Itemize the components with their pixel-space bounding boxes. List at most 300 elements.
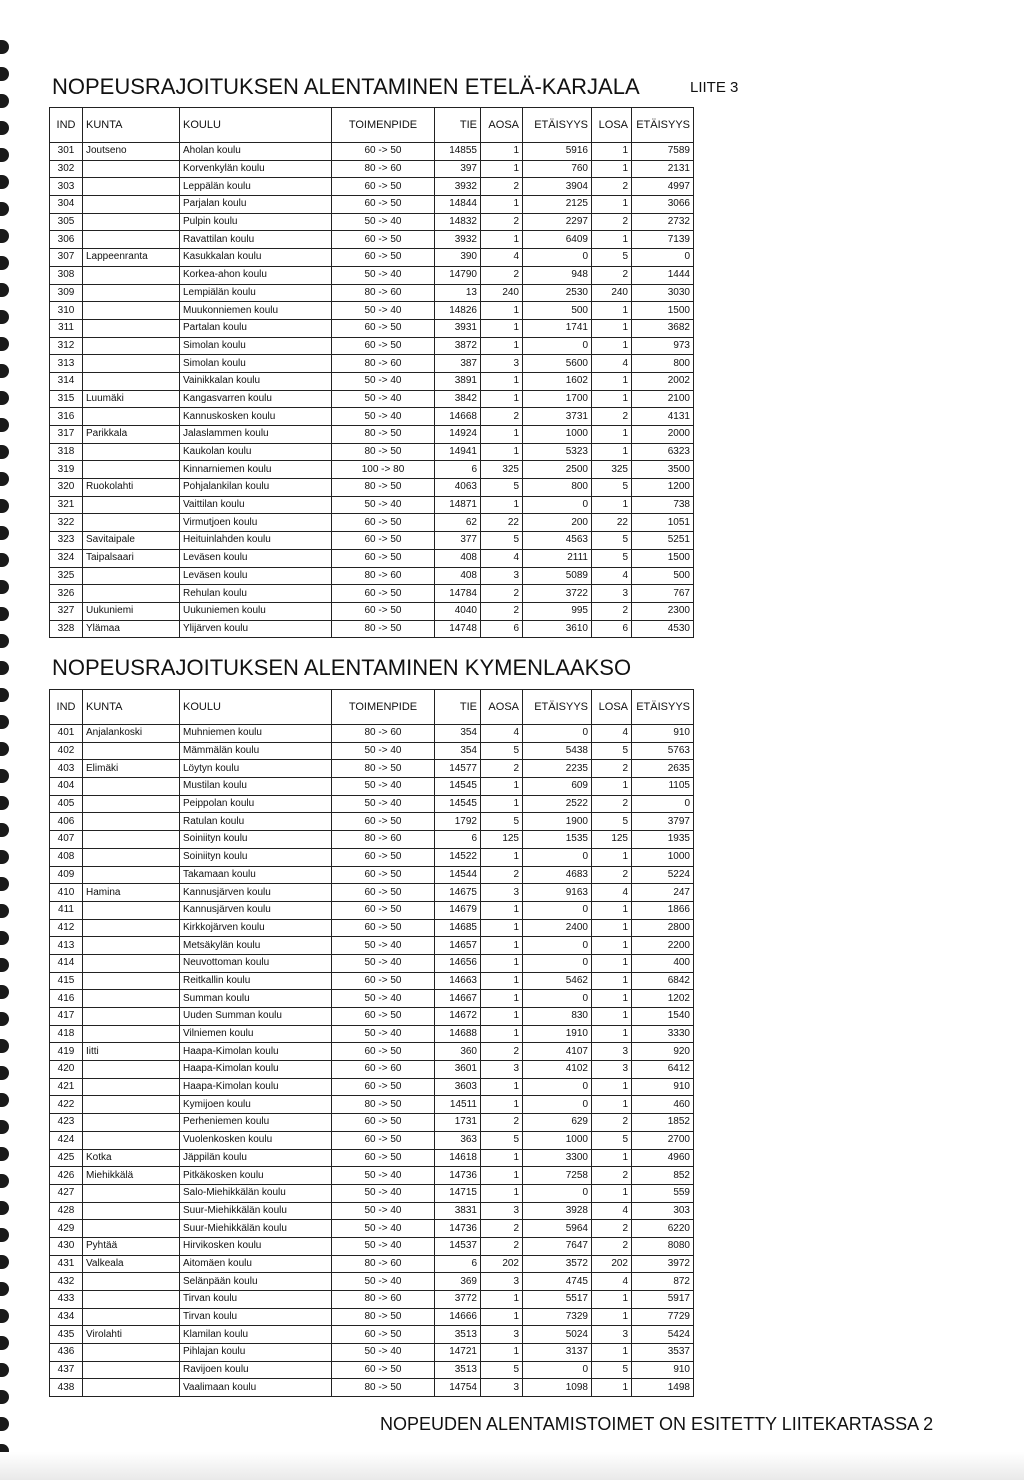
etaisyys-l-cell: 1500: [632, 549, 694, 567]
tie-cell: 14522: [435, 848, 481, 866]
aosa-cell: 202: [481, 1255, 523, 1273]
losa-cell: 4: [592, 1202, 632, 1220]
etaisyys-l-cell: 5251: [632, 532, 694, 550]
table-row: [50, 795, 694, 813]
binding-hole: [0, 364, 9, 378]
etaisyys-a-cell: 1535: [523, 831, 592, 849]
koulu-cell: Vuolenkosken koulu: [180, 1131, 332, 1149]
kunta-cell: [83, 372, 180, 390]
toimenpide-cell: 60 -> 50: [332, 319, 435, 337]
aosa-cell: 5: [481, 479, 523, 497]
losa-cell: 1: [592, 143, 632, 161]
aosa-cell: 3: [481, 1326, 523, 1344]
etaisyys-l-cell: 910: [632, 1361, 694, 1379]
koulu-cell: Lempiälän koulu: [180, 284, 332, 302]
binding-hole: [0, 715, 9, 729]
tie-cell: 14545: [435, 795, 481, 813]
tie-cell: 1792: [435, 813, 481, 831]
tie-cell: 14748: [435, 620, 481, 638]
losa-cell: 4: [592, 1273, 632, 1291]
toimenpide-cell: 50 -> 40: [332, 496, 435, 514]
tie-cell: 360: [435, 1043, 481, 1061]
etaisyys-l-cell: 0: [632, 249, 694, 267]
losa-cell: 3: [592, 585, 632, 603]
ind-cell: 404: [50, 778, 83, 796]
tie-cell: 14679: [435, 901, 481, 919]
tie-cell: 4063: [435, 479, 481, 497]
etaisyys-a-cell: 0: [523, 990, 592, 1008]
aosa-cell: 1: [481, 937, 523, 955]
etaisyys-l-cell: 3066: [632, 196, 694, 214]
kunta-cell: [83, 461, 180, 479]
binding-hole: [0, 499, 9, 513]
ind-cell: 420: [50, 1061, 83, 1079]
etaisyys-a-cell: 0: [523, 337, 592, 355]
toimenpide-cell: 60 -> 50: [332, 972, 435, 990]
ind-cell: 313: [50, 355, 83, 373]
column-header: TOIMENPIDE: [332, 690, 435, 725]
koulu-cell: Kannuskosken koulu: [180, 408, 332, 426]
losa-cell: 3: [592, 1061, 632, 1079]
losa-cell: 5: [592, 742, 632, 760]
table-row: [50, 426, 694, 444]
binding-hole: [0, 121, 9, 135]
etaisyys-a-cell: 5089: [523, 567, 592, 585]
table-row: [50, 461, 694, 479]
aosa-cell: 1: [481, 901, 523, 919]
toimenpide-cell: 60 -> 50: [332, 1043, 435, 1061]
table-row: [50, 1202, 694, 1220]
kunta-cell: Elimäki: [83, 760, 180, 778]
tie-cell: 369: [435, 1273, 481, 1291]
etaisyys-l-cell: 2635: [632, 760, 694, 778]
kunta-cell: Hamina: [83, 884, 180, 902]
losa-cell: 2: [592, 266, 632, 284]
toimenpide-cell: 80 -> 50: [332, 426, 435, 444]
losa-cell: 1: [592, 972, 632, 990]
ind-cell: 414: [50, 954, 83, 972]
etaisyys-l-cell: 1500: [632, 302, 694, 320]
etaisyys-l-cell: 738: [632, 496, 694, 514]
tie-cell: 3831: [435, 1202, 481, 1220]
koulu-cell: Simolan koulu: [180, 355, 332, 373]
tie-cell: 408: [435, 549, 481, 567]
kunta-cell: [83, 1131, 180, 1149]
aosa-cell: 1: [481, 1149, 523, 1167]
ind-cell: 436: [50, 1344, 83, 1362]
etaisyys-a-cell: 1602: [523, 372, 592, 390]
etaisyys-a-cell: 0: [523, 725, 592, 743]
kunta-cell: Kotka: [83, 1149, 180, 1167]
aosa-cell: 1: [481, 1291, 523, 1309]
etaisyys-a-cell: 0: [523, 249, 592, 267]
kunta-cell: [83, 585, 180, 603]
koulu-cell: Vilniemen koulu: [180, 1025, 332, 1043]
aosa-cell: 3: [481, 1379, 523, 1397]
etaisyys-l-cell: 303: [632, 1202, 694, 1220]
ind-cell: 310: [50, 302, 83, 320]
tie-cell: 14663: [435, 972, 481, 990]
column-header: TOIMENPIDE: [332, 108, 435, 143]
ind-cell: 302: [50, 160, 83, 178]
toimenpide-cell: 50 -> 40: [332, 372, 435, 390]
toimenpide-cell: 60 -> 50: [332, 337, 435, 355]
etaisyys-l-cell: 460: [632, 1096, 694, 1114]
koulu-cell: Kinnarniemen koulu: [180, 461, 332, 479]
toimenpide-cell: 50 -> 40: [332, 954, 435, 972]
losa-cell: 2: [592, 1220, 632, 1238]
kunta-cell: Virolahti: [83, 1326, 180, 1344]
toimenpide-cell: 80 -> 50: [332, 479, 435, 497]
binding-hole: [0, 1012, 9, 1026]
etaisyys-l-cell: 5763: [632, 742, 694, 760]
koulu-cell: Soiniityn koulu: [180, 848, 332, 866]
etaisyys-l-cell: 3030: [632, 284, 694, 302]
kunta-cell: Lappeenranta: [83, 249, 180, 267]
aosa-cell: 1: [481, 972, 523, 990]
column-header: KOULU: [180, 690, 332, 725]
koulu-cell: Kirkkojärven koulu: [180, 919, 332, 937]
table-row: [50, 954, 694, 972]
binding-hole: [0, 256, 9, 270]
losa-cell: 1: [592, 1008, 632, 1026]
koulu-cell: Salo-Miehikkälän koulu: [180, 1184, 332, 1202]
etaisyys-l-cell: 6220: [632, 1220, 694, 1238]
ind-cell: 421: [50, 1078, 83, 1096]
table-row: [50, 1025, 694, 1043]
etaisyys-a-cell: 609: [523, 778, 592, 796]
binding-hole: [0, 67, 9, 81]
ind-cell: 419: [50, 1043, 83, 1061]
etaisyys-l-cell: 1200: [632, 479, 694, 497]
tie-cell: 3842: [435, 390, 481, 408]
losa-cell: 2: [592, 213, 632, 231]
toimenpide-cell: 60 -> 50: [332, 1361, 435, 1379]
section-title: NOPEUSRAJOITUKSEN ALENTAMINEN KYMENLAAKSO: [52, 655, 632, 680]
losa-cell: 2: [592, 178, 632, 196]
column-header: KUNTA: [83, 108, 180, 143]
table-body: [50, 143, 694, 638]
kunta-cell: [83, 1202, 180, 1220]
toimenpide-cell: 50 -> 40: [332, 1344, 435, 1362]
table-row: [50, 567, 694, 585]
tie-cell: 354: [435, 742, 481, 760]
tie-cell: 3513: [435, 1326, 481, 1344]
aosa-cell: 1: [481, 496, 523, 514]
binding-hole: [0, 742, 9, 756]
binding-hole: [0, 634, 9, 648]
aosa-cell: 1: [481, 1308, 523, 1326]
aosa-cell: 2: [481, 602, 523, 620]
tie-cell: 3772: [435, 1291, 481, 1309]
table-row: [50, 1326, 694, 1344]
etaisyys-a-cell: 2235: [523, 760, 592, 778]
kunta-cell: [83, 778, 180, 796]
etaisyys-a-cell: 3300: [523, 1149, 592, 1167]
ind-cell: 403: [50, 760, 83, 778]
losa-cell: 1: [592, 1379, 632, 1397]
kunta-cell: [83, 196, 180, 214]
kunta-cell: [83, 355, 180, 373]
koulu-cell: Leväsen koulu: [180, 567, 332, 585]
aosa-cell: 3: [481, 1273, 523, 1291]
kunta-cell: [83, 266, 180, 284]
binding-hole: [0, 985, 9, 999]
aosa-cell: 4: [481, 725, 523, 743]
kunta-cell: Ruokolahti: [83, 479, 180, 497]
koulu-cell: Jäppilän koulu: [180, 1149, 332, 1167]
etaisyys-a-cell: 3722: [523, 585, 592, 603]
etaisyys-l-cell: 1852: [632, 1114, 694, 1132]
losa-cell: 1: [592, 901, 632, 919]
kunta-cell: [83, 319, 180, 337]
etaisyys-a-cell: 1741: [523, 319, 592, 337]
ind-cell: 311: [50, 319, 83, 337]
aosa-cell: 2: [481, 408, 523, 426]
ind-cell: 324: [50, 549, 83, 567]
table-row: [50, 443, 694, 461]
table-row: [50, 514, 694, 532]
etaisyys-a-cell: 7258: [523, 1167, 592, 1185]
ind-cell: 432: [50, 1273, 83, 1291]
losa-cell: 1: [592, 1149, 632, 1167]
kunta-cell: [83, 848, 180, 866]
binding-hole: [0, 391, 9, 405]
kunta-cell: [83, 1078, 180, 1096]
etaisyys-l-cell: 7139: [632, 231, 694, 249]
toimenpide-cell: 60 -> 50: [332, 866, 435, 884]
tie-cell: 14736: [435, 1167, 481, 1185]
ind-cell: 319: [50, 461, 83, 479]
etaisyys-a-cell: 3610: [523, 620, 592, 638]
aosa-cell: 325: [481, 461, 523, 479]
etaisyys-a-cell: 3572: [523, 1255, 592, 1273]
table-row: [50, 1379, 694, 1397]
ind-cell: 314: [50, 372, 83, 390]
kunta-cell: [83, 213, 180, 231]
aosa-cell: 3: [481, 1202, 523, 1220]
aosa-cell: 1: [481, 1078, 523, 1096]
table-row: [50, 1061, 694, 1079]
toimenpide-cell: 60 -> 50: [332, 231, 435, 249]
losa-cell: 22: [592, 514, 632, 532]
binding-hole: [0, 472, 9, 486]
etaisyys-l-cell: 2732: [632, 213, 694, 231]
column-header: LOSA: [592, 108, 632, 143]
etaisyys-l-cell: 7729: [632, 1308, 694, 1326]
aosa-cell: 1: [481, 443, 523, 461]
binding-hole: [0, 1174, 9, 1188]
etaisyys-a-cell: 830: [523, 1008, 592, 1026]
koulu-cell: Parjalan koulu: [180, 196, 332, 214]
toimenpide-cell: 80 -> 60: [332, 355, 435, 373]
tie-cell: 3603: [435, 1078, 481, 1096]
etaisyys-a-cell: 0: [523, 1184, 592, 1202]
ind-cell: 415: [50, 972, 83, 990]
kunta-cell: [83, 990, 180, 1008]
toimenpide-cell: 60 -> 50: [332, 532, 435, 550]
aosa-cell: 1: [481, 1184, 523, 1202]
etaisyys-l-cell: 3500: [632, 461, 694, 479]
tie-cell: 3932: [435, 178, 481, 196]
tie-cell: 14736: [435, 1220, 481, 1238]
kunta-cell: [83, 866, 180, 884]
losa-cell: 2: [592, 866, 632, 884]
etaisyys-a-cell: 3928: [523, 1202, 592, 1220]
aosa-cell: 22: [481, 514, 523, 532]
toimenpide-cell: 60 -> 60: [332, 1061, 435, 1079]
kunta-cell: [83, 1379, 180, 1397]
toimenpide-cell: 80 -> 50: [332, 620, 435, 638]
toimenpide-cell: 60 -> 50: [332, 1114, 435, 1132]
aosa-cell: 2: [481, 266, 523, 284]
appendix-label: LIITE 3: [690, 79, 739, 96]
tie-cell: 14666: [435, 1308, 481, 1326]
koulu-cell: Partalan koulu: [180, 319, 332, 337]
etaisyys-l-cell: 500: [632, 567, 694, 585]
table-row: [50, 813, 694, 831]
koulu-cell: Aholan koulu: [180, 143, 332, 161]
binding-hole: [0, 1363, 9, 1377]
toimenpide-cell: 60 -> 50: [332, 1131, 435, 1149]
losa-cell: 1: [592, 426, 632, 444]
losa-cell: 1: [592, 337, 632, 355]
ind-cell: 431: [50, 1255, 83, 1273]
toimenpide-cell: 60 -> 50: [332, 585, 435, 603]
ind-cell: 409: [50, 866, 83, 884]
koulu-cell: Soiniityn koulu: [180, 831, 332, 849]
kunta-cell: [83, 1220, 180, 1238]
aosa-cell: 2: [481, 1220, 523, 1238]
tie-cell: 4040: [435, 602, 481, 620]
kunta-cell: [83, 496, 180, 514]
etaisyys-l-cell: 4131: [632, 408, 694, 426]
etaisyys-l-cell: 1000: [632, 848, 694, 866]
table-row: [50, 249, 694, 267]
footer-note: NOPEUDEN ALENTAMISTOIMET ON ESITETTY LIITEKARTASSA 2: [380, 1414, 934, 1434]
etaisyys-a-cell: 948: [523, 266, 592, 284]
column-header: IND: [50, 108, 83, 143]
aosa-cell: 1: [481, 160, 523, 178]
losa-cell: 1: [592, 848, 632, 866]
etaisyys-a-cell: 995: [523, 602, 592, 620]
etaisyys-l-cell: 3682: [632, 319, 694, 337]
tie-cell: 6: [435, 1255, 481, 1273]
toimenpide-cell: 60 -> 50: [332, 143, 435, 161]
toimenpide-cell: 50 -> 40: [332, 937, 435, 955]
losa-cell: 1: [592, 160, 632, 178]
aosa-cell: 2: [481, 760, 523, 778]
binding-hole: [0, 1255, 9, 1269]
tie-cell: 6: [435, 831, 481, 849]
aosa-cell: 2: [481, 866, 523, 884]
losa-cell: 202: [592, 1255, 632, 1273]
etaisyys-a-cell: 0: [523, 1361, 592, 1379]
kunta-cell: [83, 284, 180, 302]
ind-cell: 401: [50, 725, 83, 743]
aosa-cell: 1: [481, 919, 523, 937]
table-row: [50, 355, 694, 373]
koulu-cell: Perheniemen koulu: [180, 1114, 332, 1132]
losa-cell: 3: [592, 1043, 632, 1061]
aosa-cell: 2: [481, 213, 523, 231]
etaisyys-l-cell: 0: [632, 795, 694, 813]
kunta-cell: [83, 1008, 180, 1026]
koulu-cell: Reitkallin koulu: [180, 972, 332, 990]
table-row: [50, 390, 694, 408]
toimenpide-cell: 80 -> 60: [332, 1291, 435, 1309]
ind-cell: 316: [50, 408, 83, 426]
ind-cell: 417: [50, 1008, 83, 1026]
tie-cell: 363: [435, 1131, 481, 1149]
toimenpide-cell: 60 -> 50: [332, 919, 435, 937]
etaisyys-a-cell: 629: [523, 1114, 592, 1132]
etaisyys-l-cell: 3537: [632, 1344, 694, 1362]
tie-cell: 14721: [435, 1344, 481, 1362]
table-row: [50, 778, 694, 796]
etaisyys-l-cell: 3330: [632, 1025, 694, 1043]
aosa-cell: 1: [481, 1096, 523, 1114]
binding-hole: [0, 607, 9, 621]
kunta-cell: [83, 567, 180, 585]
koulu-cell: Rehulan koulu: [180, 585, 332, 603]
table-row: [50, 1043, 694, 1061]
etaisyys-a-cell: 1098: [523, 1379, 592, 1397]
binding-hole: [0, 1201, 9, 1215]
koulu-cell: Simolan koulu: [180, 337, 332, 355]
column-header: TIE: [435, 108, 481, 143]
etaisyys-l-cell: 6412: [632, 1061, 694, 1079]
etaisyys-a-cell: 2500: [523, 461, 592, 479]
aosa-cell: 6: [481, 620, 523, 638]
column-header: IND: [50, 690, 83, 725]
tie-cell: 14657: [435, 937, 481, 955]
etaisyys-l-cell: 1051: [632, 514, 694, 532]
binding-hole: [0, 1039, 9, 1053]
losa-cell: 1: [592, 1344, 632, 1362]
etaisyys-l-cell: 767: [632, 585, 694, 603]
toimenpide-cell: 50 -> 40: [332, 795, 435, 813]
toimenpide-cell: 80 -> 50: [332, 1379, 435, 1397]
etaisyys-a-cell: 1700: [523, 390, 592, 408]
kunta-cell: [83, 742, 180, 760]
etaisyys-l-cell: 1540: [632, 1008, 694, 1026]
scan-edge: [0, 1452, 1024, 1480]
binding-hole: [0, 931, 9, 945]
aosa-cell: 3: [481, 355, 523, 373]
losa-cell: 4: [592, 567, 632, 585]
toimenpide-cell: 80 -> 50: [332, 443, 435, 461]
koulu-cell: Ylijärven koulu: [180, 620, 332, 638]
table-row: [50, 725, 694, 743]
toimenpide-cell: 50 -> 40: [332, 266, 435, 284]
tie-cell: 14545: [435, 778, 481, 796]
tie-cell: 14871: [435, 496, 481, 514]
binding-hole: [0, 1336, 9, 1350]
koulu-cell: Pohjalankilan koulu: [180, 479, 332, 497]
binding-hole: [0, 229, 9, 243]
etaisyys-l-cell: 8080: [632, 1237, 694, 1255]
aosa-cell: 240: [481, 284, 523, 302]
table-body: [50, 725, 694, 1397]
aosa-cell: 4: [481, 249, 523, 267]
etaisyys-a-cell: 5024: [523, 1326, 592, 1344]
toimenpide-cell: 60 -> 50: [332, 1078, 435, 1096]
etaisyys-a-cell: 5964: [523, 1220, 592, 1238]
koulu-cell: Kasukkalan koulu: [180, 249, 332, 267]
tie-cell: 14754: [435, 1379, 481, 1397]
tie-cell: 14844: [435, 196, 481, 214]
